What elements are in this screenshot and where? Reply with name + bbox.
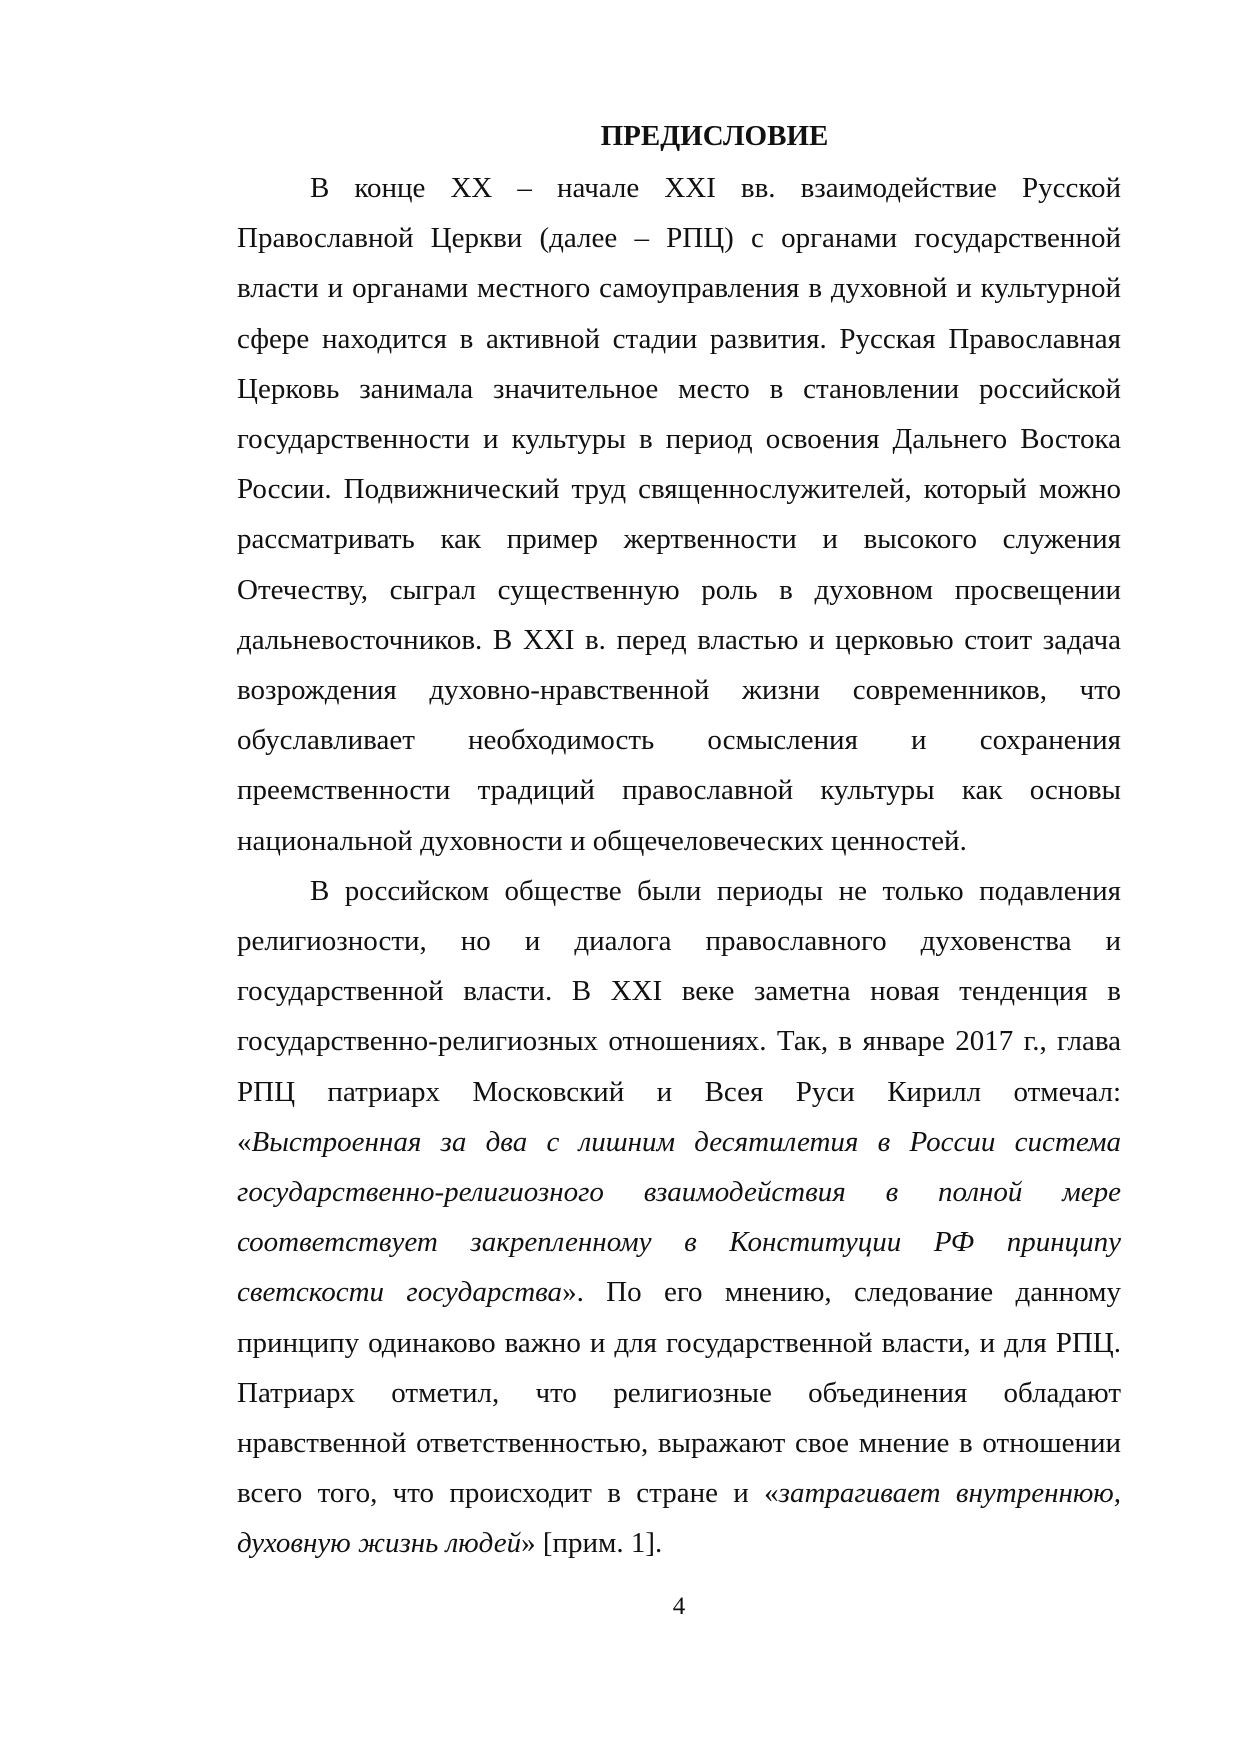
paragraph-2-tail: » [прим. 1].	[521, 1527, 663, 1560]
body-text	[237, 163, 1121, 1569]
paragraph-2-middle: ». По его мнению, следование данному принципу одинаково важно и для государственной власти, и для РПЦ. Патриарх отметил, что религиозные объединения обладают нравственной ответственностью, выражают свое мнение в отношении всего того, что происходит в стране и «	[237, 1276, 1121, 1510]
paragraph-2	[237, 866, 1121, 1569]
page-number: 4	[672, 1593, 686, 1620]
paragraph-1: В конце XX – начале XXI вв. взаимодействие Русской Православной Церкви (далее – РПЦ) с органами государственной власти и органами местного самоуправления в духовной и культурной сфере находится в активной стадии развития. Русская Православная Церковь занимала значительное место в становлении российской государственности и культуры в период освоения Дальнего Востока России. Подвижнический труд священнослужителей, который можно рассматривать как пример жертвенности и высокого служения Отечеству, сыграл существенную роль в духовном просвещении дальневосточников. В XXI в. перед властью и церковью стоит задача возрождения духовно-нравственной жизни современников, что обуславливает необходимость осмысления и сохранения преемственности традиций православной культуры как основы национальной духовности и общечеловеческих ценностей.	[237, 172, 1121, 857]
page-title: ПРЕДИСЛОВИЕ	[600, 120, 829, 152]
quote-system: Выстроенная за два с лишним десятилетия в России система государственно-религиозного взаимодействия в полной мере соответствует закрепленному в Конституции РФ принципу светскости государства	[237, 1125, 1121, 1309]
quote-spiritual-life: затрагивает внутреннюю, духовную жизнь людей	[237, 1477, 1121, 1560]
paragraph-2-lead: В российском обществе были периоды не только подавления религиозности, но и диалога православного духовенства и государственной власти. В XXI веке заметна новая тенденция в государственно-религиозных отношениях. Так, в январе 2017 г., глава РПЦ патриарх Московский и Всея Руси Кирилл отмечал: «	[237, 874, 1121, 1158]
